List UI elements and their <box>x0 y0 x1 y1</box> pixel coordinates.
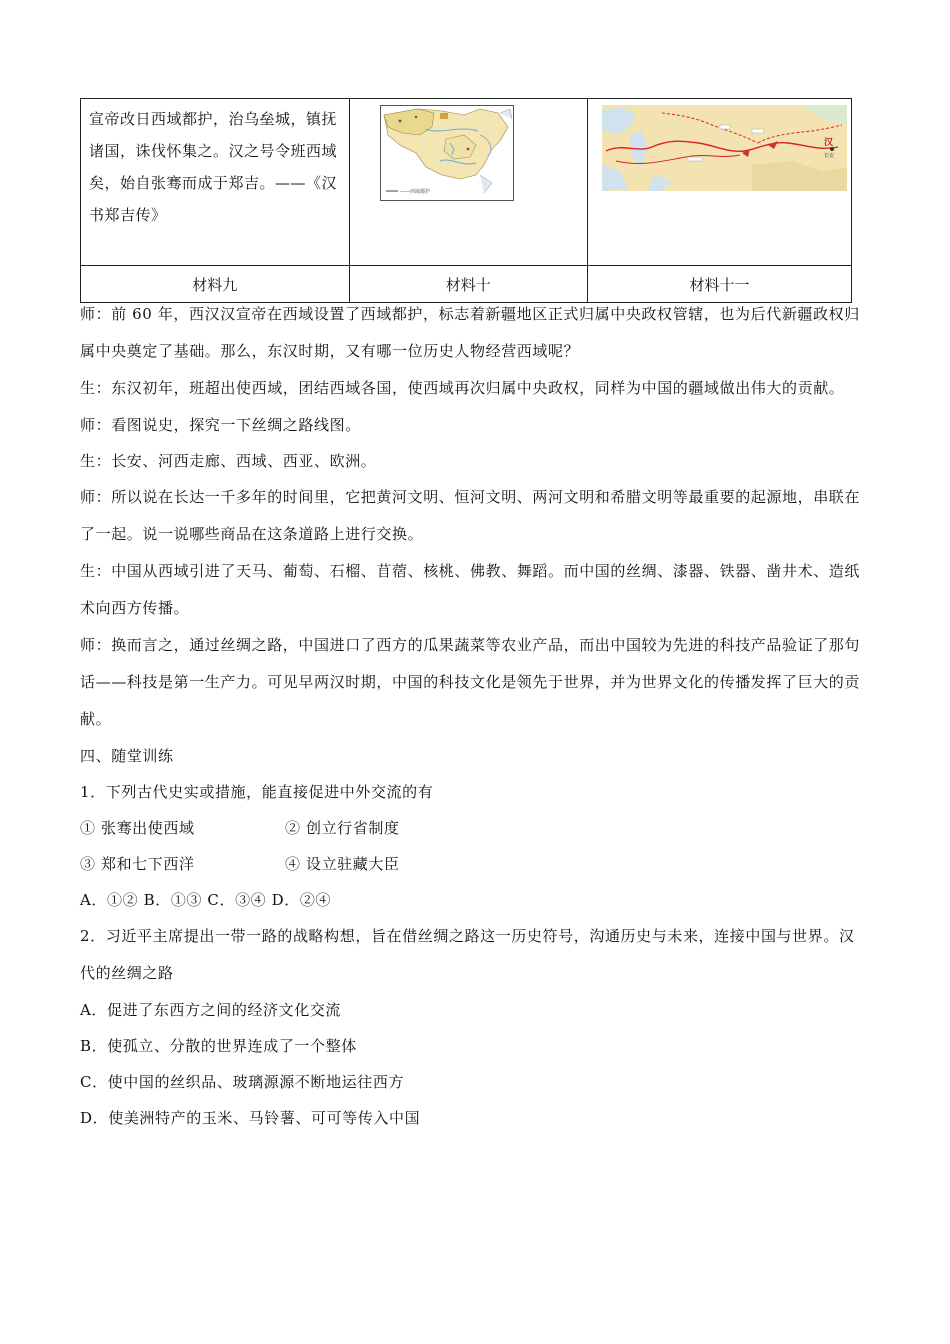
silk-road-route-map <box>602 105 847 191</box>
material-ten-cell <box>349 99 588 266</box>
question-two-option-c: C．使中国的丝织品、玻璃源源不断地运往西方 <box>80 1073 405 1091</box>
question-one-option-3: ③ 郑和七下西洋 <box>80 855 195 873</box>
dialogue-line: 生：东汉初年，班超出使西域，团结西域各国，使西域再次归属中央政权，同样为中国的疆域做出伟大的贡献。 <box>80 379 845 397</box>
material-nine-cell <box>81 99 350 266</box>
han-shu-quote: 宣帝改日西域都护，治乌垒城，镇抚诸国，诛伐怀集之。汉之号令班西域矣，始自张骞而成于郑吉。——《汉书郑吉传》 <box>89 110 338 224</box>
map-label-changan: 长安 <box>824 153 835 159</box>
dialogue-line: 生：中国从西域引进了天马、葡萄、石榴、苜蓿、核桃、佛教、舞蹈。而中国的丝绸、漆器、铁器、凿井术、造纸术向西方传播。 <box>80 562 861 617</box>
question-one-stem: 1．下列古代史实或措施，能直接促进中外交流的有 <box>80 783 434 801</box>
western-regions-protectorate-map <box>380 105 514 201</box>
question-two-option-b: B．使孤立、分散的世界连成了一个整体 <box>80 1037 357 1055</box>
dialogue-line: 生：长安、河西走廊、西域、西亚、欧洲。 <box>80 452 377 470</box>
question-one-option-1: ① 张骞出使西域 <box>80 819 195 837</box>
dialogue-line: 师：换而言之，通过丝绸之路，中国进口了西方的瓜果蔬菜等农业产品，而出中国较为先进的科技产品验证了那句话——科技是第一生产力。可见早两汉时期，中国的科技文化是领先于世界，并为世界文化的传播发挥了巨大的贡献。 <box>80 636 861 728</box>
caption-material-ten: 材料十 <box>349 266 588 303</box>
dialogue-line: 师：前 60 年，西汉汉宣帝在西域设置了西域都护，标志着新疆地区正式归属中央政权管辖，也为后代新疆政权归属中央奠定了基础。那么，东汉时期，又有哪一位历史人物经营西域呢？ <box>80 305 860 360</box>
lesson-body <box>80 300 860 1136</box>
question-one-option-4: ④ 设立驻藏大臣 <box>285 855 400 873</box>
caption-material-nine: 材料九 <box>81 266 350 303</box>
dialogue-line: 师：看图说史，探究一下丝绸之路线图。 <box>80 416 361 434</box>
map-legend-text: ——西域都护 <box>399 189 430 195</box>
question-two-stem: 2．习近平主席提出一带一路的战略构想，旨在借丝绸之路这一历史符号，沟通历史与未来，连接中国与世界。汉代的丝绸之路 <box>80 927 855 982</box>
question-two-option-a: A．促进了东西方之间的经济文化交流 <box>80 1001 342 1019</box>
material-eleven-cell <box>588 99 852 266</box>
caption-material-eleven: 材料十一 <box>588 266 852 303</box>
section-title: 四、随堂训练 <box>80 747 174 765</box>
question-one-options-row <box>80 810 860 846</box>
materials-table <box>80 98 852 303</box>
map-label-han: 汉 <box>824 138 834 148</box>
dialogue-line: 师：所以说在长达一千多年的时间里，它把黄河文明、恒河文明、两河文明和希腊文明等最重要的起源地，串联在了一起。说一说哪些商品在这条道路上进行交换。 <box>80 488 861 543</box>
question-one-option-2: ② 创立行省制度 <box>285 819 400 837</box>
question-one-answers: A．①② B．①③ C．③④ D．②④ <box>80 891 332 909</box>
question-two-option-d: D．使美洲特产的玉米、马铃薯、可可等传入中国 <box>80 1109 421 1127</box>
question-one-options-row <box>80 846 860 882</box>
